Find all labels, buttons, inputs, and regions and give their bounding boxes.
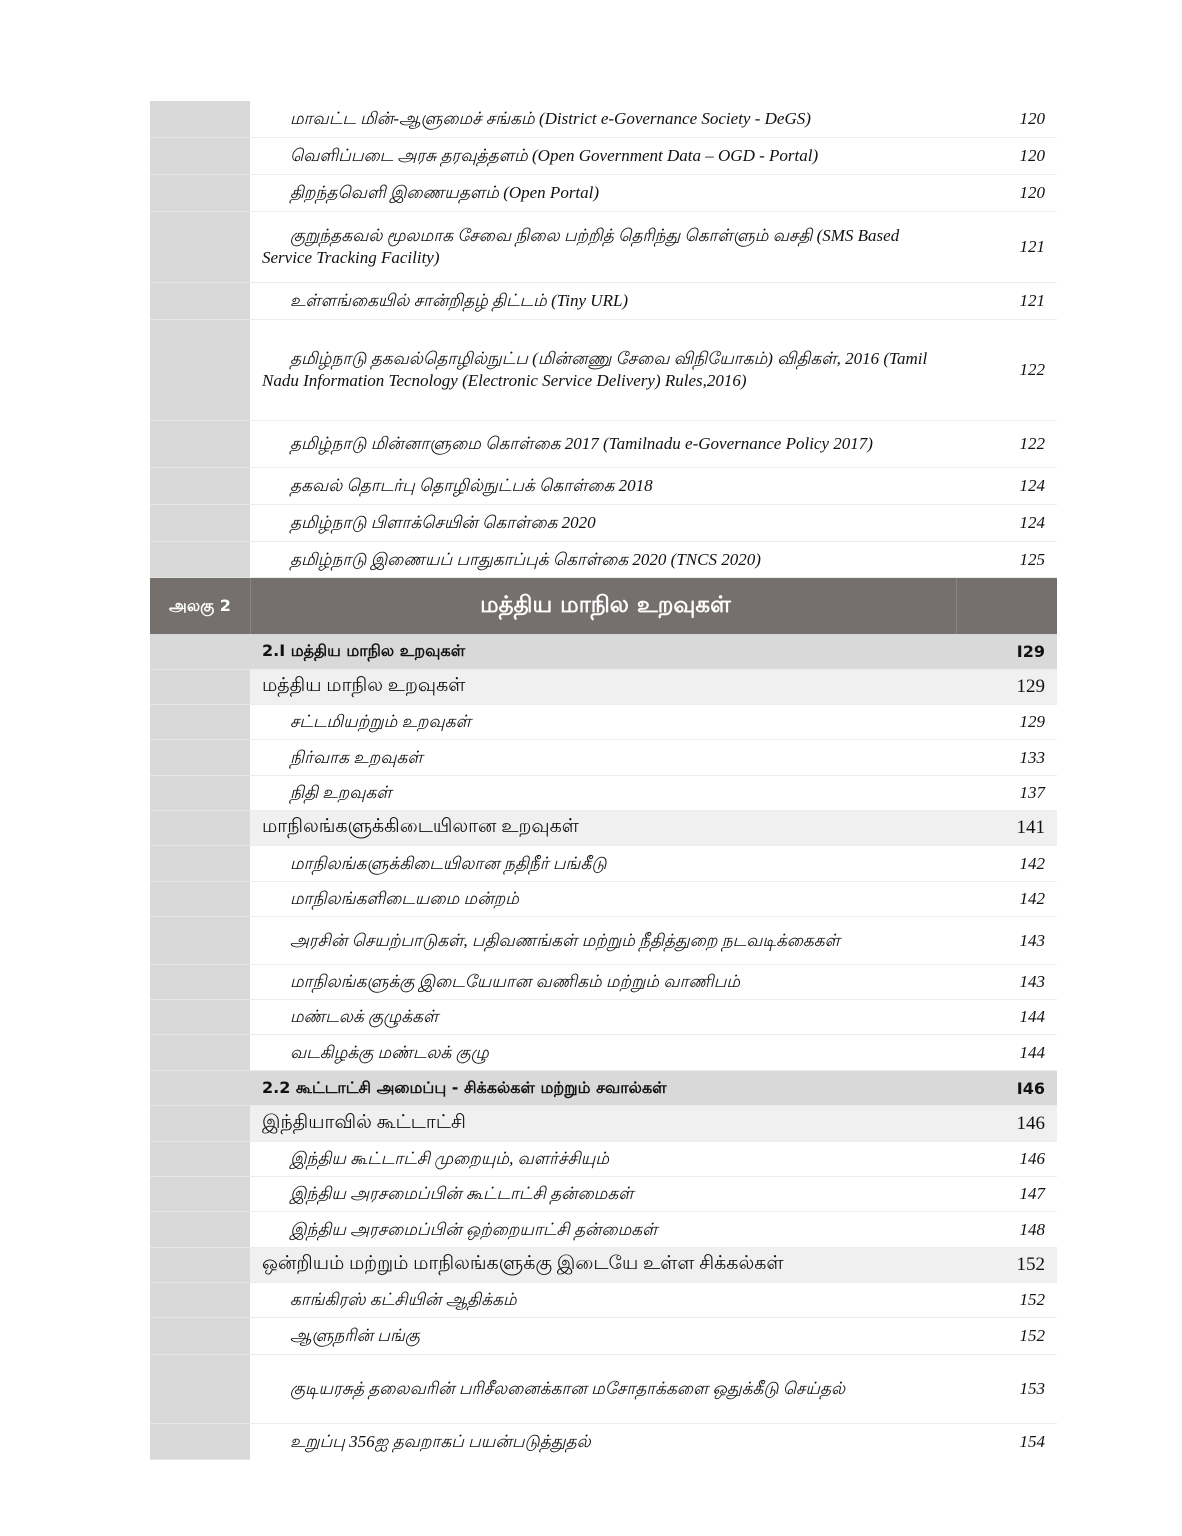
margin-cell xyxy=(150,421,250,468)
toc-entry[interactable] xyxy=(150,542,1057,578)
page-number: 148 xyxy=(1019,1219,1045,1239)
section-heading[interactable] xyxy=(150,670,1057,705)
entry-title: குடியரசுத் தலைவரின் பரிசீலனைக்கான மசோதாக்களை ஒதுக்கீடு செய்தல் xyxy=(290,1379,846,1398)
toc-entry[interactable] xyxy=(150,1035,1057,1071)
entry-title: மாநிலங்களுக்கிடையிலான நதிநீர் பங்கீடு xyxy=(290,853,607,873)
margin-cell xyxy=(150,1000,250,1035)
entry-title: தமிழ்நாடு பிளாக்செயின் கொள்கை 2020 xyxy=(290,513,596,532)
entry-title: மாநிலங்களுக்கு இடையேயான வணிகம் மற்றும் வாணிபம் xyxy=(290,972,741,991)
margin-cell xyxy=(150,1355,250,1424)
entry-title: நிர்வாக உறவுகள் xyxy=(290,747,423,767)
toc-entry[interactable] xyxy=(150,917,1057,965)
unit-header xyxy=(150,578,1057,634)
margin-cell xyxy=(150,1212,250,1248)
entry-title: உறுப்பு 356ஐ தவறாகப் பயன்படுத்துதல் xyxy=(290,1431,591,1451)
page-number: 129 xyxy=(1019,712,1045,731)
toc-entry[interactable] xyxy=(150,740,1057,776)
margin-cell xyxy=(150,212,250,283)
margin-cell xyxy=(150,882,250,917)
margin-cell xyxy=(150,542,250,578)
entry-title: தமிழ்நாடு தகவல்தொழில்நுட்ப (மின்னணு சேவை விநியோகம்) விதிகள், 2016 (Tamil Nadu Information Tecnology (Electronic Service Delivery) Rules,2016) xyxy=(262,349,928,390)
margin-cell xyxy=(150,283,250,320)
margin-cell xyxy=(150,320,250,421)
margin-cell xyxy=(150,705,250,740)
page-number: 122 xyxy=(1019,434,1045,453)
page-number: I46 xyxy=(957,1071,1057,1105)
toc-entry[interactable] xyxy=(150,1212,1057,1248)
toc-entry[interactable] xyxy=(150,101,1057,138)
entry-title: வெளிப்படை அரசு தரவுத்தளம் (Open Government Data – OGD - Portal) xyxy=(290,146,819,165)
toc-entry[interactable] xyxy=(150,705,1057,740)
section-heading[interactable] xyxy=(150,811,1057,846)
entry-title: தகவல் தொடர்பு தொழில்நுட்பக் கொள்கை 2018 xyxy=(290,476,653,495)
page-number: 120 xyxy=(1019,109,1045,128)
entry-title: குறுந்தகவல் மூலமாக சேவை நிலை பற்றித் தெரிந்து கொள்ளும் வசதி (SMS Based Service Tracking Facility) xyxy=(262,226,900,267)
toc-entry[interactable] xyxy=(150,1283,1057,1318)
section-title: மத்திய மாநில உறவுகள் xyxy=(250,670,957,704)
toc-entry[interactable] xyxy=(150,468,1057,505)
margin-cell xyxy=(150,670,250,705)
page-number: 152 xyxy=(1019,1326,1045,1345)
page-number: 121 xyxy=(1019,291,1045,310)
toc-entry[interactable] xyxy=(150,138,1057,175)
page-number: 120 xyxy=(1019,146,1045,165)
margin-cell xyxy=(150,1142,250,1177)
margin-cell xyxy=(150,634,250,670)
section-title: இந்தியாவில் கூட்டாட்சி xyxy=(250,1106,957,1141)
entry-title: இந்திய அரசமைப்பின் கூட்டாட்சி தன்மைகள் xyxy=(290,1184,634,1203)
page-number: 122 xyxy=(1019,360,1045,379)
margin-cell xyxy=(150,1177,250,1212)
margin-cell xyxy=(150,811,250,846)
entry-title: இந்திய அரசமைப்பின் ஒற்றையாட்சி தன்மைகள் xyxy=(290,1219,658,1239)
page-number: 152 xyxy=(1019,1290,1045,1309)
unit-page-cell xyxy=(957,578,1057,634)
toc-entry[interactable] xyxy=(150,175,1057,212)
entry-title: மாநிலங்களிடையமை மன்றம் xyxy=(290,889,519,908)
entry-title: தமிழ்நாடு இணையப் பாதுகாப்புக் கொள்கை 2020 (TNCS 2020) xyxy=(290,549,761,569)
margin-cell xyxy=(150,1318,250,1355)
page-number: 143 xyxy=(1019,972,1045,991)
toc-entry[interactable] xyxy=(150,1424,1057,1459)
margin-cell xyxy=(150,505,250,542)
page-number: 143 xyxy=(1019,930,1045,950)
page-number: 125 xyxy=(1019,549,1045,569)
toc-entry[interactable] xyxy=(150,505,1057,542)
page-number: 142 xyxy=(1019,889,1045,908)
toc-entry[interactable] xyxy=(150,965,1057,1000)
page-number: 146 xyxy=(957,1106,1057,1141)
page-number: I29 xyxy=(957,634,1057,669)
margin-cell xyxy=(150,468,250,505)
margin-cell xyxy=(150,846,250,882)
table-of-contents xyxy=(150,101,1057,1459)
entry-title: நிதி உறவுகள் xyxy=(290,783,392,802)
entry-title: உள்ளங்கையில் சான்றிதழ் திட்டம் (Tiny URL) xyxy=(290,291,629,310)
margin-cell xyxy=(150,1424,250,1460)
toc-entry[interactable] xyxy=(150,1355,1057,1424)
page-number: 154 xyxy=(1019,1431,1045,1451)
margin-cell xyxy=(150,175,250,212)
toc-entry[interactable] xyxy=(150,320,1057,421)
entry-title: மாவட்ட மின்-ஆளுமைச் சங்கம் (District e-Governance Society - DeGS) xyxy=(290,109,811,128)
entry-title: ஆளுநரின் பங்கு xyxy=(290,1326,420,1345)
margin-cell xyxy=(150,1106,250,1142)
margin-cell xyxy=(150,138,250,175)
margin-cell xyxy=(150,1248,250,1283)
page-number: 124 xyxy=(1019,476,1045,495)
entry-title: திறந்தவெளி இணையதளம் (Open Portal) xyxy=(290,183,600,202)
toc-entry[interactable] xyxy=(150,882,1057,917)
page-number: 124 xyxy=(1019,513,1045,532)
page-number: 146 xyxy=(1019,1149,1045,1168)
margin-cell xyxy=(150,101,250,138)
page-number: 147 xyxy=(1019,1184,1045,1203)
toc-entry[interactable] xyxy=(150,283,1057,320)
chapter-title: 2.2 கூட்டாட்சி அமைப்பு - சிக்கல்கள் மற்றும் சவால்கள் xyxy=(250,1071,957,1105)
section-heading[interactable] xyxy=(150,1106,1057,1142)
entry-title: இந்திய கூட்டாட்சி முறையும், வளர்ச்சியும் xyxy=(290,1149,610,1168)
toc-entry[interactable] xyxy=(150,1177,1057,1212)
toc-entry[interactable] xyxy=(150,1142,1057,1177)
chapter-title: 2.I மத்திய மாநில உறவுகள் xyxy=(250,634,957,669)
unit-label: அலகு 2 xyxy=(150,578,251,634)
entry-title: அரசின் செயற்பாடுகள், பதிவணங்கள் மற்றும் நீதித்துறை நடவடிக்கைகள் xyxy=(290,930,840,950)
toc-entry[interactable] xyxy=(150,421,1057,468)
page-number: 141 xyxy=(957,811,1057,845)
chapter-heading[interactable] xyxy=(150,1071,1057,1106)
page-number: 137 xyxy=(1019,783,1045,802)
entry-title: சட்டமியற்றும் உறவுகள் xyxy=(290,712,471,731)
margin-cell xyxy=(150,740,250,776)
page-number: 120 xyxy=(1019,183,1045,202)
page-number: 129 xyxy=(957,670,1057,704)
page-number: 153 xyxy=(1019,1379,1045,1398)
margin-cell xyxy=(150,965,250,1000)
toc-entry[interactable] xyxy=(150,846,1057,882)
entry-title: காங்கிரஸ் கட்சியின் ஆதிக்கம் xyxy=(290,1290,517,1309)
entry-title: மண்டலக் குழுக்கள் xyxy=(290,1007,439,1026)
entry-title: வடகிழக்கு மண்டலக் குழு xyxy=(290,1042,489,1062)
chapter-heading[interactable] xyxy=(150,634,1057,670)
page-number: 152 xyxy=(957,1248,1057,1282)
entry-title: தமிழ்நாடு மின்னாளுமை கொள்கை 2017 (Tamilnadu e-Governance Policy 2017) xyxy=(290,434,873,453)
toc-entry[interactable] xyxy=(150,212,1057,283)
page-number: 144 xyxy=(1019,1007,1045,1026)
margin-cell xyxy=(150,1283,250,1318)
section-heading[interactable] xyxy=(150,1248,1057,1283)
margin-cell xyxy=(150,776,250,811)
section-title: ஒன்றியம் மற்றும் மாநிலங்களுக்கு இடையே உள்ள சிக்கல்கள் xyxy=(250,1248,957,1282)
toc-entry[interactable] xyxy=(150,776,1057,811)
page-number: 142 xyxy=(1019,853,1045,873)
page-number: 121 xyxy=(1019,237,1045,256)
page-number: 144 xyxy=(1019,1042,1045,1062)
page-number: 133 xyxy=(1019,747,1045,767)
margin-cell xyxy=(150,917,250,965)
margin-cell xyxy=(150,1071,250,1106)
toc-entry[interactable] xyxy=(150,1000,1057,1035)
toc-entry[interactable] xyxy=(150,1318,1057,1355)
margin-cell xyxy=(150,1035,250,1071)
unit-title: மத்திய மாநில உறவுகள் xyxy=(251,578,957,634)
section-title: மாநிலங்களுக்கிடையிலான உறவுகள் xyxy=(250,811,957,845)
